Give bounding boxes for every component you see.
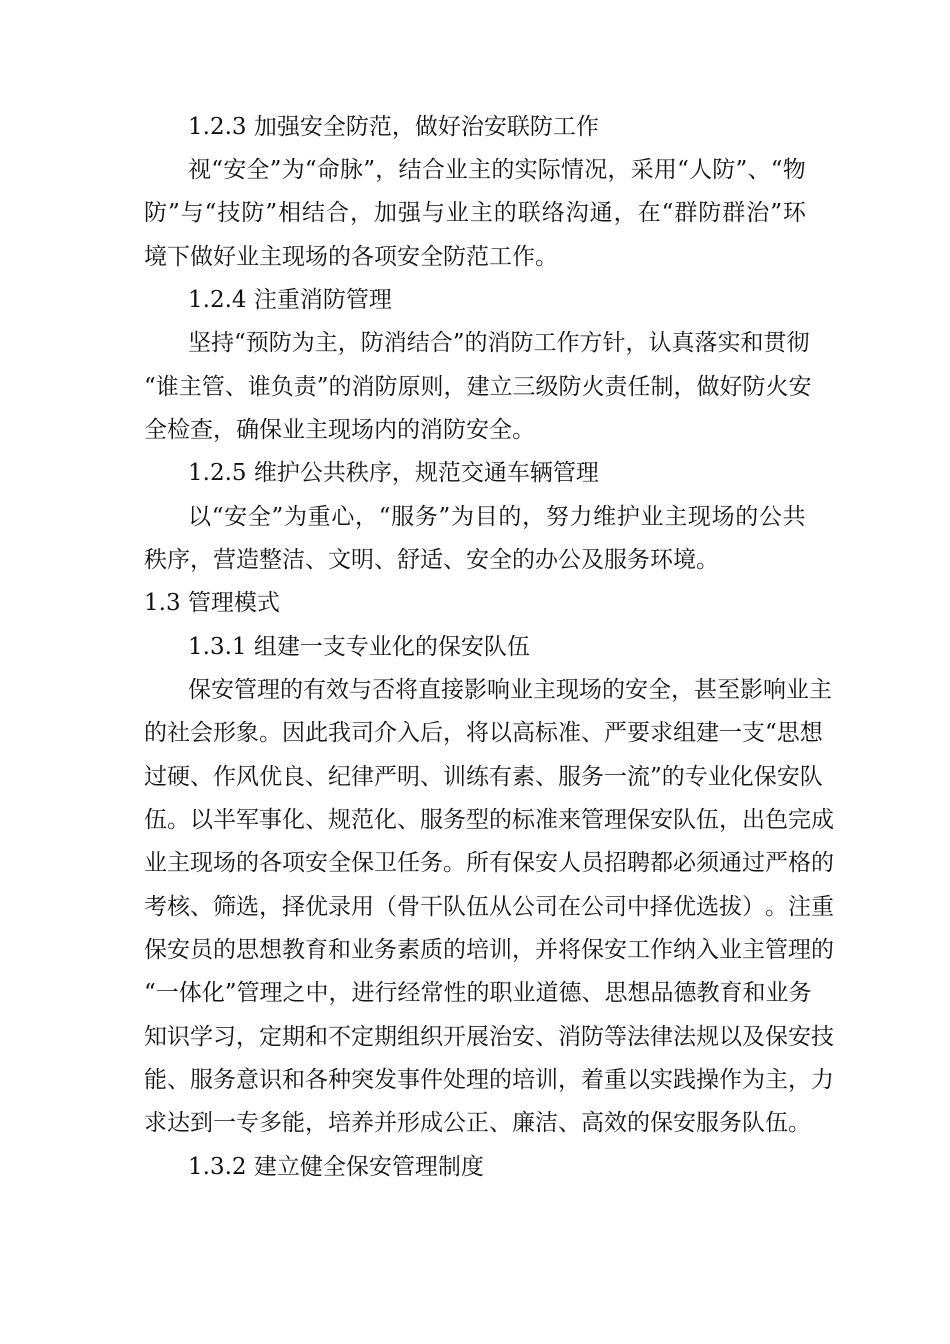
- paragraph-line: 伍 。 以 半 军 事 化 、 规 范 化 、 服 务 型 的 标 准 来 管 理 保 安 队 伍 ， 出 色 完 成: [144, 807, 834, 833]
- paragraph-line: 知 识 学 习 ， 定 期 和 不 定 期 组 织 开 展 治 安 、 消 防 等 法 律 法 规 以 及 保 安 技: [144, 1024, 834, 1050]
- paragraph-line: 秩序，营造整洁、文明、舒适、安全的办公及服务环境。: [144, 547, 719, 573]
- paragraph-line: 保 安 员 的 思 想 教 育 和 业 务 素 质 的 培 训 ， 并 将 保 安 工 作 纳 入 业 主 管 理 的: [144, 937, 834, 963]
- paragraph-line: 以 “ 安 全 ” 为 重 心 ， “ 服 务 ” 为 目 的 ， 努 力 维 护 业 主 现 场 的 公 共: [188, 504, 806, 530]
- paragraph-line: 境下做好业主现场的各项安全防范工作。: [144, 244, 558, 270]
- paragraph-line: 全检查，确保业主现场内的消防安全。: [144, 417, 535, 443]
- section-heading-1-2-3: 1.2.3 加强安全防范，做好治安联防工作: [188, 114, 599, 140]
- paragraph-line: 坚 持 “ 预 防 为 主 ， 防 消 结 合 ” 的 消 防 工 作 方 针 ， 认 真 落 实 和 贯 彻: [188, 330, 810, 356]
- section-heading-1-2-5: 1.2.5 维护公共秩序，规范交通车辆管理: [188, 460, 599, 486]
- paragraph-line: 保 安 管 理 的 有 效 与 否 将 直 接 影 响 业 主 现 场 的 安 全 ， 甚 至 影 响 业 主: [188, 677, 832, 703]
- paragraph-line: 的 社 会 形 象 。 因 此 我 司 介 入 后 ， 将 以 高 标 准 、 严 要 求 组 建 一 支 “ 思 想: [144, 720, 823, 746]
- paragraph-line: 考 核 、 筛 选 ， 择 优 录 用 （ 骨 干 队 伍 从 公 司 在 公 司 中 择 优 选 拔 ） 。 注 重: [144, 894, 834, 920]
- paragraph-line: 过 硬 、 作 风 优 良 、 纪 律 严 明 、 训 练 有 素 、 服 务 一 流 ” 的 专 业 化 保 安 队: [144, 764, 823, 790]
- section-heading-1-3-2: 1.3.2 建立健全保安管理制度: [188, 1154, 484, 1180]
- section-heading-1-3-1: 1.3.1 组建一支专业化的保安队伍: [188, 634, 530, 660]
- paragraph-line: 能 、 服 务 意 识 和 各 种 突 发 事 件 处 理 的 培 训 ， 着 重 以 实 践 操 作 为 主 ， 力: [144, 1067, 834, 1093]
- paragraph-line: 求达到一专多能，培养并形成公正、廉洁、高效的保安服务队伍。: [144, 1110, 811, 1136]
- section-heading-1-3: 1.3 管理模式: [144, 590, 280, 616]
- paragraph-line: “ 一 体 化 ” 管 理 之 中 ， 进 行 经 常 性 的 职 业 道 德 、 思 想 品 德 教 育 和 业 务: [144, 980, 812, 1006]
- paragraph-line: 业 主 现 场 的 各 项 安 全 保 卫 任 务 。 所 有 保 安 人 员 招 聘 都 必 须 通 过 严 格 的: [144, 850, 834, 876]
- paragraph-line: “ 谁 主 管 、 谁 负 责 ” 的 消 防 原 则 ， 建 立 三 级 防 火 责 任 制 ， 做 好 防 火 安: [144, 374, 812, 400]
- section-heading-1-2-4: 1.2.4 注重消防管理: [188, 287, 392, 313]
- paragraph-line: 防 ” 与 “ 技 防 ” 相 结 合 ， 加 强 与 业 主 的 联 络 沟 通 ， 在 “ 群 防 群 治 ” 环: [144, 200, 806, 226]
- paragraph-line: 视 “ 安 全 ” 为 “ 命 脉 ” ， 结 合 业 主 的 实 际 情 况 ， 采 用 “ 人 防 ” 、 “ 物: [188, 157, 806, 183]
